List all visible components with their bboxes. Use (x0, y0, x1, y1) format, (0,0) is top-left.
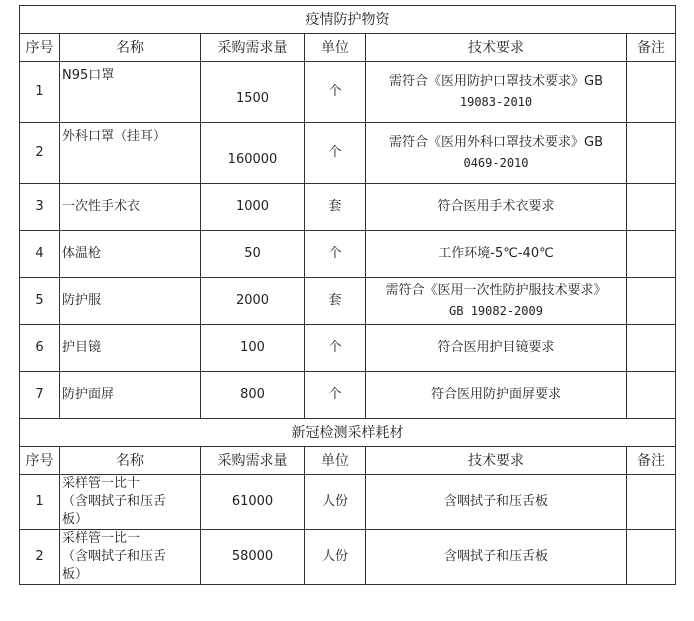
row-no: 1 (20, 62, 60, 123)
row-name: 外科口罩（挂耳） (60, 123, 201, 184)
row-note (627, 278, 676, 325)
row-name: 体温枪 (60, 231, 201, 278)
row-qty: 100 (201, 325, 305, 372)
header-row (20, 447, 676, 475)
row-name (60, 530, 201, 585)
row-name: N95口罩 (60, 62, 201, 123)
row-note (627, 475, 676, 530)
header-cell-no: 序号 (20, 34, 60, 62)
row-unit: 人份 (305, 530, 366, 585)
header-cell-note: 备注 (627, 447, 676, 475)
row-no: 2 (20, 530, 60, 585)
row-qty: 58000 (201, 530, 305, 585)
section-title-row (20, 419, 676, 447)
header-cell-unit: 单位 (305, 447, 366, 475)
row-qty: 1000 (201, 184, 305, 231)
header-cell-qty: 采购需求量 (201, 447, 305, 475)
header-row (20, 34, 676, 62)
row-tech: 工作环境-5℃-40℃ (366, 231, 627, 278)
row-no: 2 (20, 123, 60, 184)
row-note (627, 184, 676, 231)
section-title: 疫情防护物资 (20, 6, 676, 34)
row-name (60, 475, 201, 530)
row-name: 一次性手术衣 (60, 184, 201, 231)
row-qty: 800 (201, 372, 305, 419)
header-cell-tech: 技术要求 (366, 34, 627, 62)
header-cell-note: 备注 (627, 34, 676, 62)
row-name-line1: 采样管一比一 (62, 531, 141, 546)
table-row (20, 325, 676, 372)
row-name-line2: （含咽拭子和压舌 (62, 549, 167, 564)
table-row (20, 372, 676, 419)
table-row (20, 475, 676, 530)
row-unit: 个 (305, 123, 366, 184)
header-cell-qty: 采购需求量 (201, 34, 305, 62)
row-tech: 含咽拭子和压舌板 (366, 475, 627, 530)
row-unit: 人份 (305, 475, 366, 530)
row-no: 7 (20, 372, 60, 419)
row-note (627, 123, 676, 184)
row-tech-line2: GB 19082-2009 (449, 304, 543, 318)
row-note (627, 530, 676, 585)
row-unit: 个 (305, 325, 366, 372)
row-unit: 个 (305, 231, 366, 278)
row-tech (366, 62, 627, 123)
table-row (20, 184, 676, 231)
row-name-line3: 板） (62, 512, 89, 527)
row-tech: 符合医用护目镜要求 (366, 325, 627, 372)
row-qty: 50 (201, 231, 305, 278)
row-name-line1: 采样管一比十 (62, 476, 141, 491)
row-name: 防护服 (60, 278, 201, 325)
table-row (20, 231, 676, 278)
row-name: 防护面屏 (60, 372, 201, 419)
row-tech (366, 123, 627, 184)
row-name-line3: 板） (62, 567, 89, 582)
row-note (627, 231, 676, 278)
header-cell-no: 序号 (20, 447, 60, 475)
table-row (20, 123, 676, 184)
row-name: 护目镜 (60, 325, 201, 372)
row-note (627, 325, 676, 372)
row-qty: 160000 (201, 123, 305, 184)
header-cell-unit: 单位 (305, 34, 366, 62)
table-row (20, 530, 676, 585)
row-tech: 符合医用防护面屏要求 (366, 372, 627, 419)
row-unit: 个 (305, 372, 366, 419)
row-note (627, 372, 676, 419)
header-cell-name: 名称 (60, 34, 201, 62)
procurement-table (19, 5, 676, 585)
row-tech-line2: 19083-2010 (459, 95, 533, 109)
header-cell-tech: 技术要求 (366, 447, 627, 475)
row-no: 6 (20, 325, 60, 372)
row-no: 3 (20, 184, 60, 231)
row-qty: 1500 (201, 62, 305, 123)
section-title: 新冠检测采样耗材 (20, 419, 676, 447)
row-no: 4 (20, 231, 60, 278)
row-name-line2: （含咽拭子和压舌 (62, 494, 167, 509)
row-tech (366, 278, 627, 325)
row-no: 1 (20, 475, 60, 530)
row-tech-line1: 需符合《医用一次性防护服技术要求》 (385, 283, 607, 298)
row-tech-line1: 需符合《医用防护口罩技术要求》GB (389, 74, 603, 89)
row-qty: 2000 (201, 278, 305, 325)
row-note (627, 62, 676, 123)
header-cell-name: 名称 (60, 447, 201, 475)
row-tech-line1: 需符合《医用外科口罩技术要求》GB (389, 135, 603, 150)
row-unit: 套 (305, 184, 366, 231)
row-tech: 含咽拭子和压舌板 (366, 530, 627, 585)
row-tech-line2: 0469-2010 (463, 156, 529, 170)
row-unit: 个 (305, 62, 366, 123)
row-tech: 符合医用手术衣要求 (366, 184, 627, 231)
table-row (20, 62, 676, 123)
table-row (20, 278, 676, 325)
row-unit: 套 (305, 278, 366, 325)
row-qty: 61000 (201, 475, 305, 530)
row-no: 5 (20, 278, 60, 325)
section-title-row (20, 6, 676, 34)
